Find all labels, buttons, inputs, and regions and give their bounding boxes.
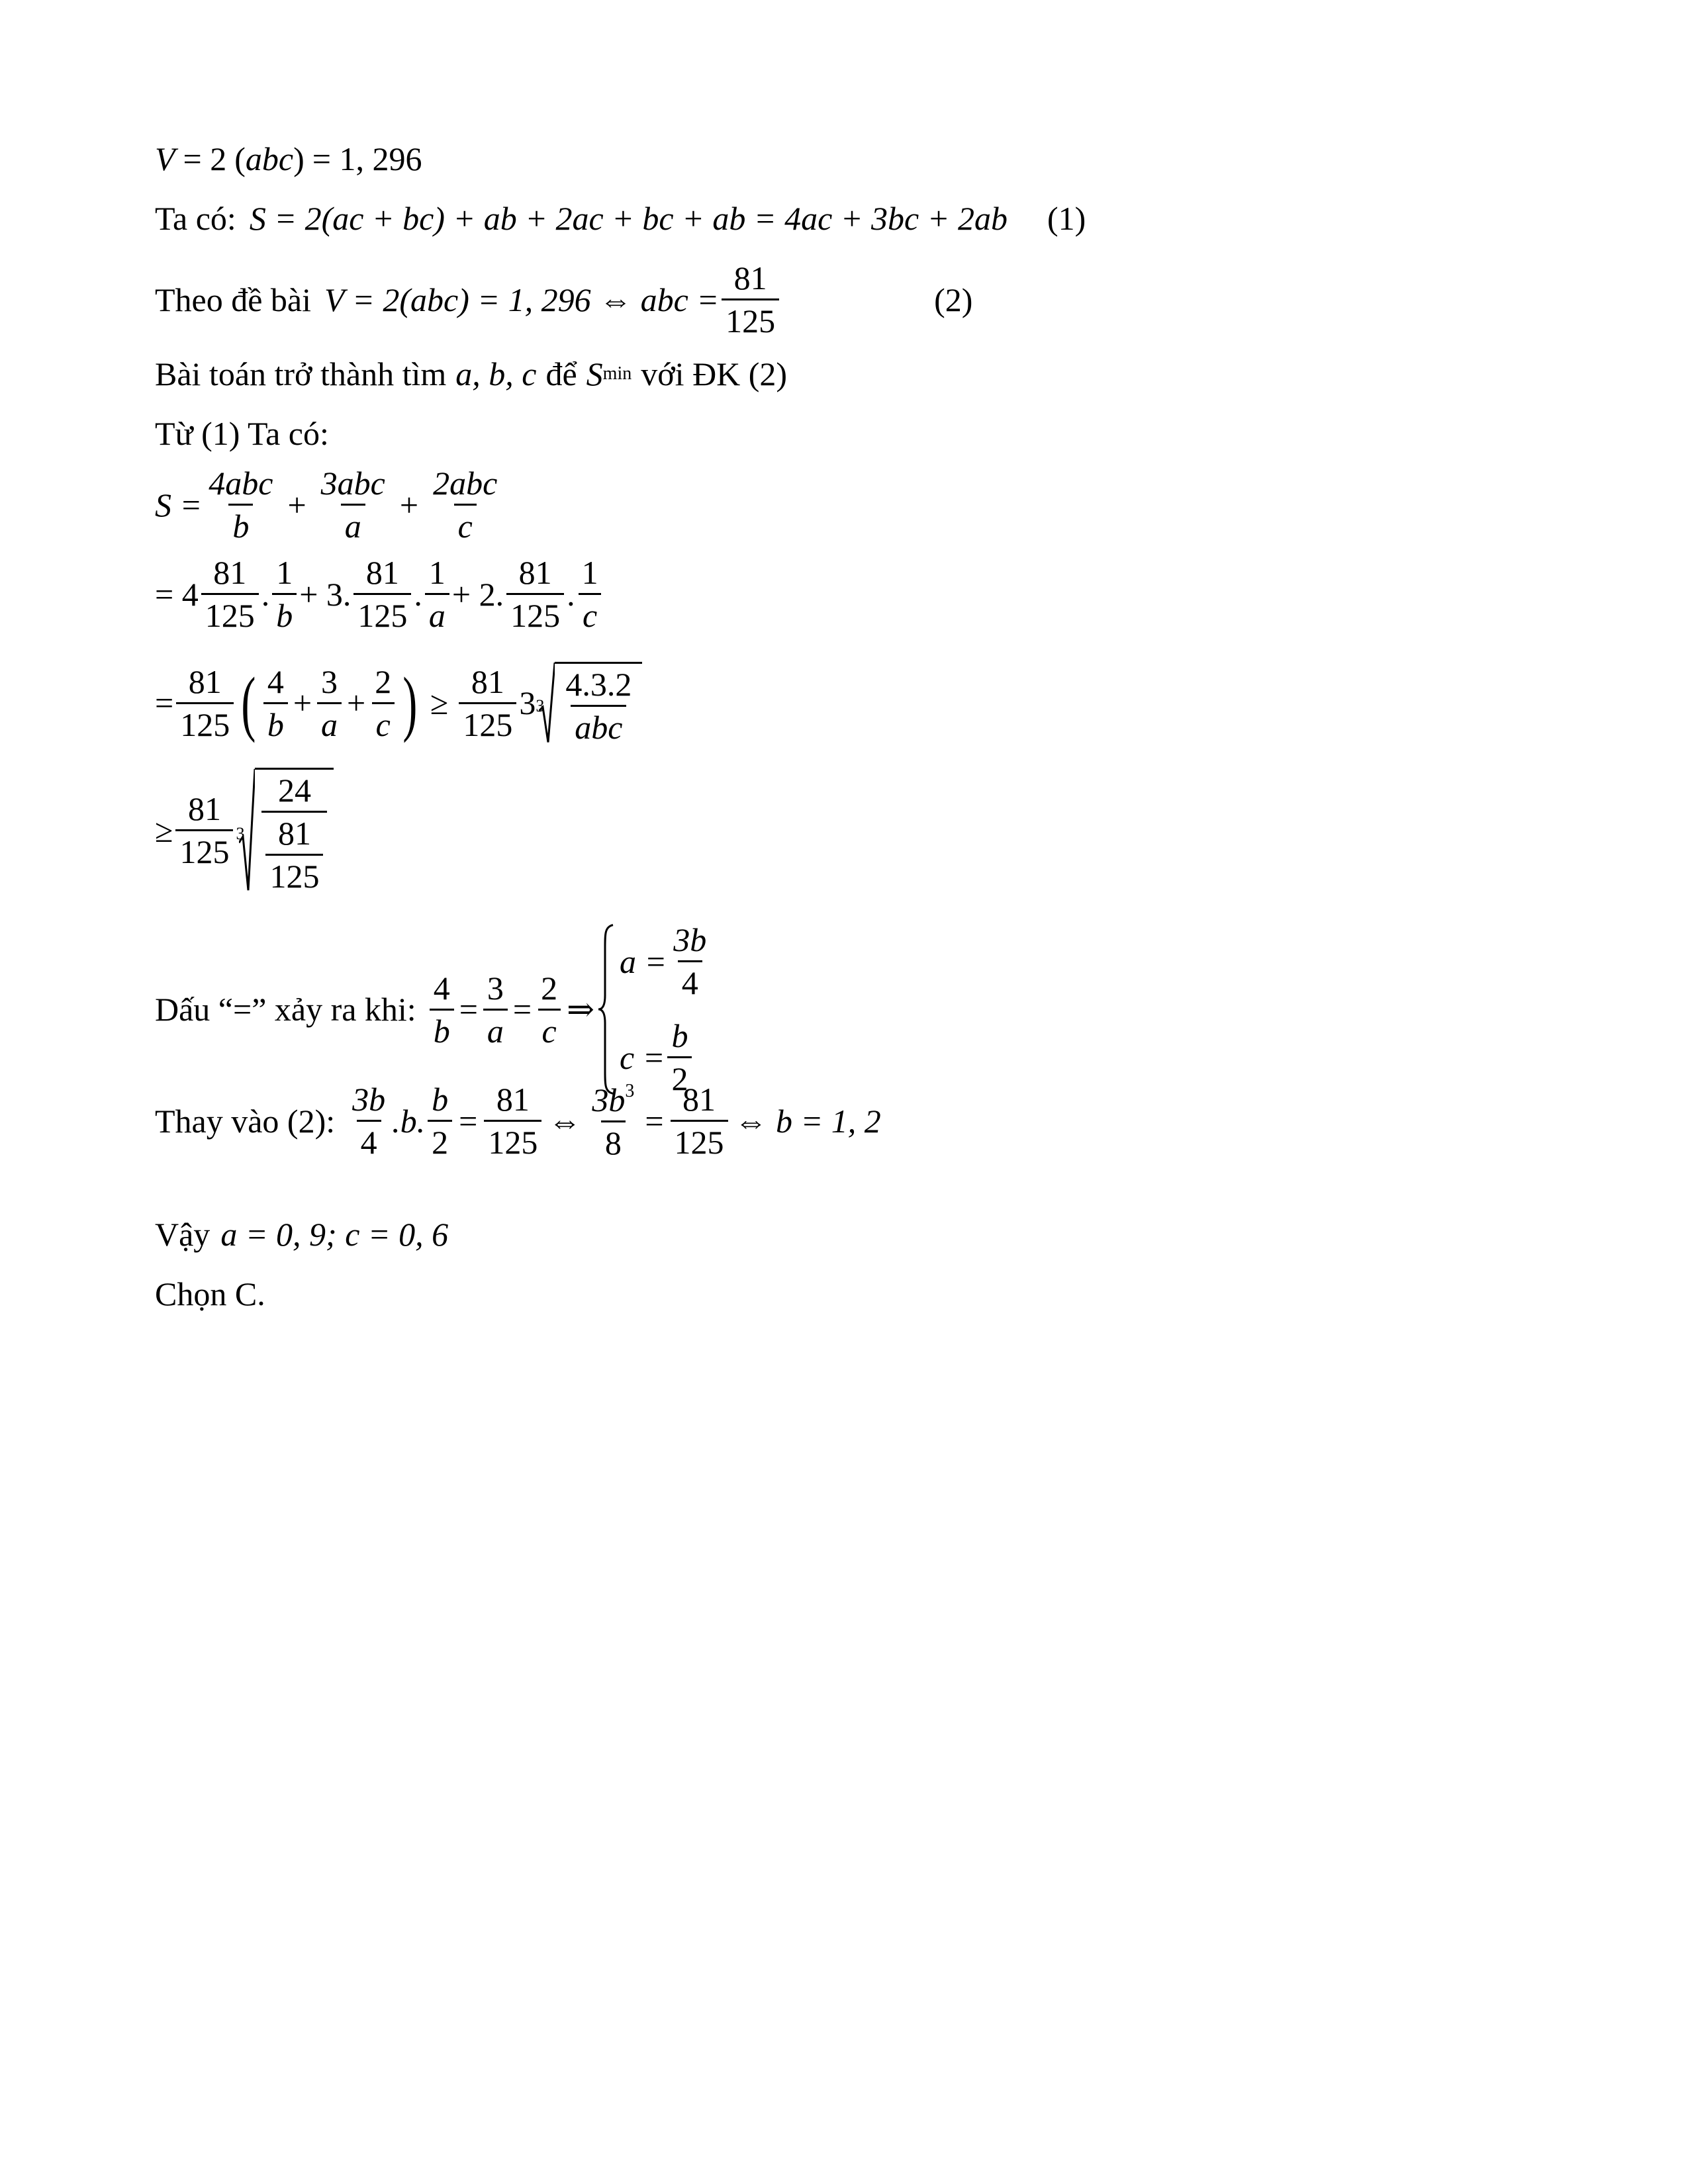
fraction-81-125 bbox=[459, 662, 516, 743]
denominator: 125 bbox=[506, 593, 564, 632]
denominator: 2 bbox=[667, 1056, 692, 1095]
numerator: b bbox=[671, 1017, 688, 1054]
line-surface bbox=[155, 202, 1086, 235]
coef-3: 3 bbox=[519, 684, 536, 721]
line-substitution bbox=[155, 556, 605, 632]
tag-2: (2) bbox=[934, 281, 973, 318]
fraction-b-2 bbox=[428, 1083, 452, 1159]
denominator: abc bbox=[571, 705, 626, 744]
cube-root bbox=[236, 768, 334, 893]
fraction-3-a bbox=[317, 662, 342, 743]
numerator: 3abc bbox=[320, 465, 385, 502]
dot: . bbox=[261, 575, 270, 613]
cube-root bbox=[536, 662, 642, 744]
numerator: 24 bbox=[277, 772, 311, 809]
fraction-4abc-b bbox=[205, 467, 277, 543]
dot: . bbox=[567, 575, 575, 613]
numerator: 81 bbox=[471, 662, 504, 700]
denominator bbox=[261, 811, 327, 893]
fraction-1-a bbox=[425, 556, 449, 632]
denominator: b bbox=[430, 1009, 454, 1048]
fraction-81-125 bbox=[506, 556, 564, 632]
ta-co-label: Ta có: bbox=[155, 200, 236, 237]
geq-sign: ≥ bbox=[155, 811, 173, 849]
numerator: 81 bbox=[682, 1081, 716, 1118]
theo-de-bai-label: Theo đề bài bbox=[155, 281, 312, 318]
result-ac: a = 0, 9; c = 0, 6 bbox=[220, 1216, 449, 1253]
equals-sign: = bbox=[512, 991, 532, 1028]
var-s: S bbox=[586, 355, 603, 392]
fraction-3b-4 bbox=[348, 1083, 389, 1159]
numerator: 81 bbox=[187, 790, 221, 827]
denominator: 125 bbox=[484, 1120, 541, 1159]
tu-1-ta-co: Từ (1) Ta có: bbox=[155, 415, 329, 452]
root-index: 3 bbox=[536, 696, 545, 715]
denominator: 4 bbox=[357, 1120, 381, 1159]
line-solve-b bbox=[155, 1082, 881, 1160]
vars-abc: a, b, c bbox=[455, 355, 537, 392]
line-condition bbox=[155, 261, 972, 338]
fraction-81-125 bbox=[671, 1083, 728, 1159]
fraction-81-125 bbox=[175, 792, 233, 868]
fraction-1-c bbox=[578, 556, 602, 632]
denominator: 125 bbox=[176, 702, 234, 741]
fraction-3b3-8 bbox=[588, 1082, 638, 1160]
paren-open: ( bbox=[241, 662, 256, 743]
fraction-81-125 bbox=[484, 1083, 541, 1159]
thay-vao-label: Thay vào (2): bbox=[155, 1102, 336, 1140]
dau-bang-label: Dấu “=” xảy ra khi: bbox=[155, 991, 416, 1028]
line-bound bbox=[155, 768, 334, 893]
denominator: 4 bbox=[678, 960, 702, 999]
value-1296: = 1, 296 bbox=[312, 140, 422, 177]
numerator: 81 bbox=[733, 259, 767, 296]
de-label: để bbox=[545, 355, 577, 392]
dot-b-dot: .b. bbox=[392, 1102, 426, 1140]
numerator: 81 bbox=[188, 662, 222, 700]
line-conclusion bbox=[155, 1218, 448, 1251]
implies-sign: ⇒ bbox=[567, 991, 595, 1028]
eq-two: = 2 bbox=[183, 140, 227, 177]
radical-sign bbox=[539, 662, 555, 744]
problem-text: Bài toán trở thành tìm bbox=[155, 355, 447, 392]
numerator: 1 bbox=[581, 554, 598, 591]
numerator: 2 bbox=[375, 662, 392, 700]
plus-2: + 2. bbox=[451, 575, 504, 613]
tag-1: (1) bbox=[1047, 200, 1086, 237]
geq-sign: ≥ bbox=[430, 684, 449, 721]
line-volume bbox=[155, 142, 430, 175]
denominator: 125 bbox=[671, 1120, 728, 1159]
denominator: a bbox=[425, 593, 449, 632]
fraction-1-b bbox=[272, 556, 297, 632]
denominator: c bbox=[538, 1009, 561, 1048]
exponent: 3 bbox=[625, 1081, 635, 1101]
numerator: 2 bbox=[541, 969, 558, 1007]
numerator: 3b bbox=[352, 1081, 386, 1118]
denominator: 125 bbox=[175, 829, 233, 868]
numerator: 4 bbox=[433, 969, 450, 1007]
numerator: 1 bbox=[276, 554, 293, 591]
denominator: 125 bbox=[265, 854, 323, 893]
denominator: 125 bbox=[459, 702, 516, 741]
equals-sign: = bbox=[155, 684, 174, 721]
fraction-4-b bbox=[263, 662, 288, 743]
numerator: 4.3.2 bbox=[565, 666, 632, 703]
plus-sign: + bbox=[287, 486, 306, 523]
line-am-gm bbox=[155, 662, 642, 744]
line-equality-case bbox=[155, 923, 713, 1095]
denominator: 125 bbox=[353, 593, 411, 632]
equals-sign: = bbox=[459, 991, 478, 1028]
line-from1 bbox=[155, 417, 329, 450]
equals-sign: = bbox=[645, 1102, 664, 1140]
radical-sign bbox=[239, 768, 255, 893]
denominator: a bbox=[483, 1009, 508, 1048]
denominator: 8 bbox=[601, 1120, 626, 1160]
paren-close: ) bbox=[402, 662, 418, 743]
subscript-min: min bbox=[602, 363, 632, 384]
line-problem bbox=[155, 357, 787, 390]
surface-equation: S = 2(ac + bc) + ab + 2ac + bc + ab = 4ac + 3bc + 2ab bbox=[249, 200, 1008, 237]
equals-sign: = bbox=[459, 1102, 478, 1140]
fraction-81-125 bbox=[201, 556, 259, 632]
numerator: b bbox=[432, 1081, 449, 1118]
left-brace bbox=[597, 923, 614, 1095]
numerator: 4 bbox=[267, 662, 284, 700]
numerator: 81 bbox=[518, 554, 552, 591]
plus-3: + 3. bbox=[299, 575, 352, 613]
line-answer bbox=[155, 1277, 265, 1310]
plus-sign: + bbox=[399, 486, 419, 523]
voi-dk-text: với ĐK (2) bbox=[641, 355, 788, 392]
fraction-3abc-a bbox=[317, 467, 389, 543]
numerator: 2abc bbox=[433, 465, 498, 502]
plus-sign: + bbox=[293, 684, 312, 721]
denominator: c bbox=[579, 593, 601, 632]
vay-label: Vậy bbox=[155, 1216, 211, 1253]
paren-close: ) bbox=[293, 140, 305, 177]
numerator: 3 bbox=[321, 662, 338, 700]
answer-choice: Chọn C. bbox=[155, 1275, 265, 1312]
denominator: b bbox=[263, 702, 288, 741]
numerator: 4abc bbox=[209, 465, 273, 502]
dot: . bbox=[414, 575, 422, 613]
fraction-81-125 bbox=[265, 817, 323, 893]
a-equals: a = bbox=[620, 942, 667, 980]
paren-open: ( bbox=[234, 140, 246, 177]
fraction-432-abc bbox=[561, 668, 635, 744]
numerator: 81 bbox=[277, 815, 311, 852]
denominator: 125 bbox=[722, 298, 779, 338]
result-b: ⇔ b = 1, 2 bbox=[734, 1102, 881, 1140]
numerator: 81 bbox=[365, 554, 399, 591]
numerator: 3b bbox=[673, 921, 707, 958]
c-equals: c = bbox=[620, 1038, 665, 1076]
iff-sign: ⇔ bbox=[548, 1102, 582, 1140]
denominator: 2 bbox=[428, 1120, 452, 1159]
denominator: 125 bbox=[201, 593, 259, 632]
fraction-3b-4 bbox=[669, 923, 710, 999]
fraction-4-b bbox=[430, 969, 454, 1050]
plus-sign: + bbox=[347, 684, 366, 721]
var-abc: abc bbox=[245, 140, 294, 177]
line-s-expression bbox=[155, 467, 504, 543]
denominator: c bbox=[454, 504, 477, 543]
system-of-equations bbox=[597, 923, 713, 1095]
root-index: 3 bbox=[236, 823, 245, 843]
eq-4: = 4 bbox=[155, 575, 199, 613]
numerator: 3b bbox=[592, 1081, 626, 1118]
fraction-81-125 bbox=[176, 662, 234, 743]
fraction-3-a bbox=[483, 969, 508, 1050]
fraction-2-c bbox=[371, 662, 395, 743]
fraction-2-c bbox=[537, 969, 561, 1050]
denominator: b bbox=[228, 504, 253, 543]
denominator: c bbox=[372, 702, 395, 741]
numerator: 1 bbox=[428, 554, 445, 591]
numerator: 3 bbox=[487, 969, 504, 1007]
numerator: 81 bbox=[496, 1081, 530, 1118]
numerator: 81 bbox=[213, 554, 247, 591]
var-v: V bbox=[155, 140, 175, 177]
denominator: b bbox=[272, 593, 297, 632]
denominator: a bbox=[317, 702, 342, 741]
fraction-81-125 bbox=[353, 556, 411, 632]
s-equals: S = bbox=[155, 486, 203, 523]
fraction-81-125 bbox=[722, 261, 779, 338]
fraction-24-over-81-125 bbox=[261, 774, 327, 893]
condition-equation: V = 2(abc) = 1, 296 ⇔ abc = bbox=[324, 281, 720, 318]
fraction-2abc-c bbox=[429, 467, 501, 543]
denominator: a bbox=[341, 504, 365, 543]
